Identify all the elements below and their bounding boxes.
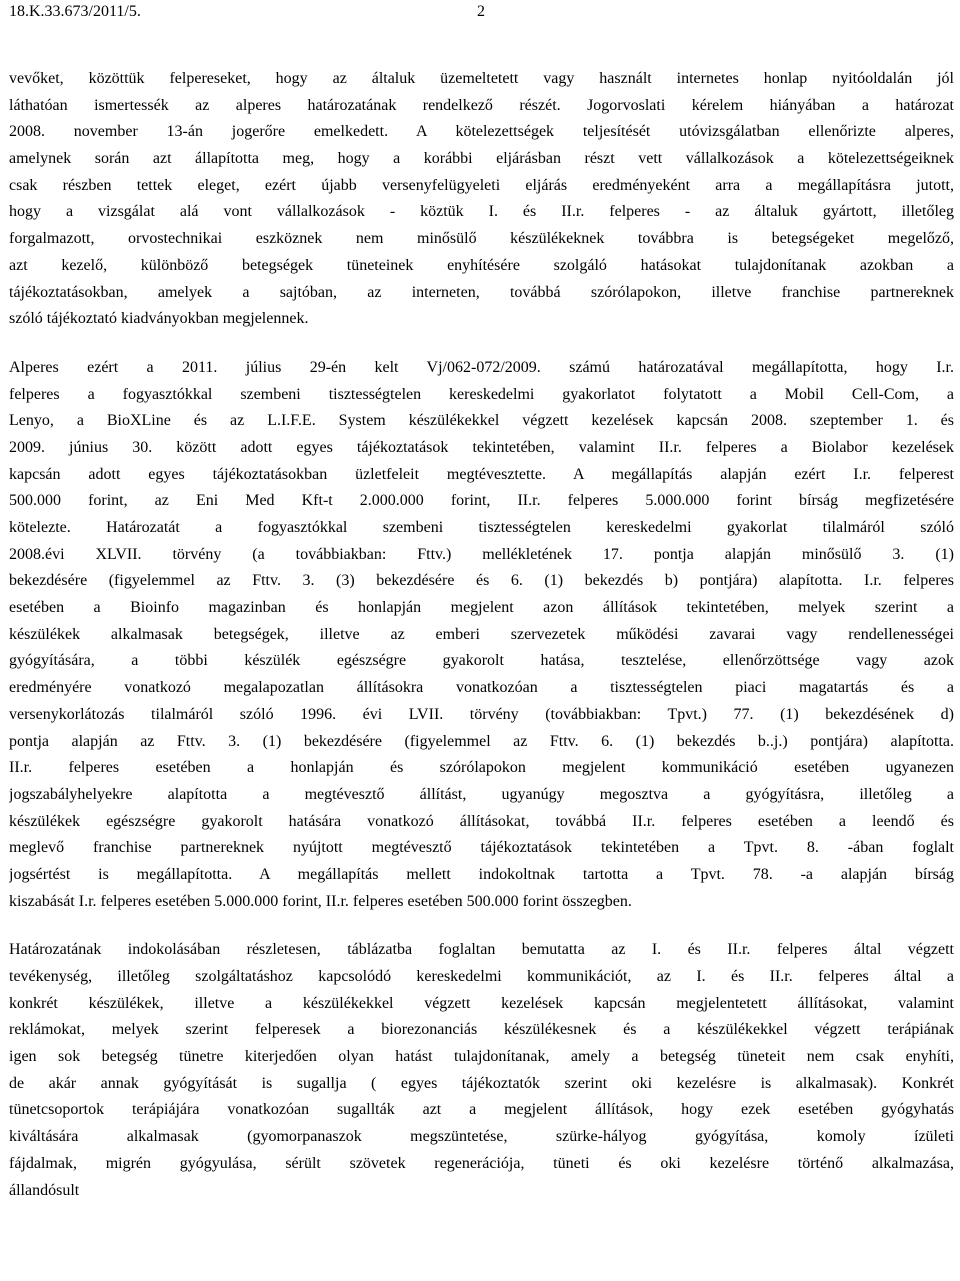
paragraph bbox=[9, 937, 954, 1204]
text-line: reklámokat, melyek szerint felperesek a biorezonanciás készülékesnek és a készülékekkel végzett terápiának bbox=[9, 1021, 954, 1039]
text-line: szóló tájékoztató kiadványokban megjelennek. bbox=[9, 310, 309, 328]
text-line: Határozatának indokolásában részletesen, táblázatba foglaltan bemutatta az I. és II.r. felperes által végzett bbox=[9, 941, 954, 959]
text-line: állandósult bbox=[9, 1181, 80, 1199]
paragraph bbox=[9, 66, 954, 333]
text-line: azt kezelő, különböző betegségek tüneteinek enyhítésére szolgáló hatásokat tulajdonítanak azokban a bbox=[9, 256, 954, 274]
case-number: 18.K.33.673/2011/5. bbox=[9, 3, 141, 20]
text-line: meglevő franchise partnereknek nyújtott megtévesztő tájékoztatások tekintetében a Tpvt. 8. -ában foglalt bbox=[9, 839, 954, 857]
text-line: láthatóan ismertessék az alperes határozatának rendelkező részét. Jogorvoslati kérelem hiányában a határozat bbox=[9, 96, 954, 114]
text-line: hogy a vizsgálat alá vont vállalkozások - köztük I. és II.r. felperes - az általuk gyártott, illetőleg bbox=[9, 203, 954, 221]
text-line: tájékoztatásokban, amelyek a sajtóban, az interneten, továbbá szórólapokon, illetve franchise partnereknek bbox=[9, 283, 954, 301]
page-number: 2 bbox=[477, 3, 485, 20]
text-line: Lenyo, a BioXLine és az L.I.F.E. System készülékekkel végzett kezelések kapcsán 2008. szeptember 1. és bbox=[9, 412, 954, 430]
text-line: esetében a Bioinfo magazinban és honlapján megjelent azon állítások tekintetében, melyek szerint a bbox=[9, 599, 954, 617]
text-line: csak részben tettek eleget, ezért újabb versenyfelügyeleti eljárás eredményeként arra a megállapításra jutott, bbox=[9, 176, 954, 194]
text-line: konkrét készülékek, illetve a készülékekkel végzett kezelések kapcsán megjelentetett állításokat, valamint bbox=[9, 994, 954, 1012]
text-line: kapcsán adott egyes tájékoztatásokban üzletfeleit megtévesztette. A megállapítás alapján ezért I.r. felperest bbox=[9, 465, 954, 483]
text-line: de akár annak gyógyítását is sugallja ( egyes tájékoztatók szerint oki kezelésre is alkalmasak). Konkrét bbox=[9, 1074, 954, 1092]
text-line: Alperes ezért a 2011. július 29-én kelt Vj/062-072/2009. számú határozatával megállapította, hogy I.r. bbox=[9, 358, 954, 376]
text-line: kötelezte. Határozatát a fogyasztókkal szembeni tisztességtelen kereskedelmi gyakorlat tilalmáról szóló bbox=[9, 519, 954, 536]
text-line: felperes a fogyasztókkal szembeni tisztességtelen kereskedelmi gyakorlatot folytatott a Mobil Cell-Com, a bbox=[9, 385, 954, 403]
text-line: készülékek egészségre gyakorolt hatására vonatkozó állításokat, továbbá II.r. felperes esetében a leendő és bbox=[9, 812, 954, 830]
text-line: bekezdésére (figyelemmel az Fttv. 3. (3) bekezdésére és 6. (1) bekezdés b) pontjára) alapította. I.r. felperes bbox=[9, 572, 954, 590]
page-header bbox=[9, 3, 936, 29]
text-line: tünetcsoportok terápiájára vonatkozóan sugallták azt a megjelent állítások, hogy ezek esetében gyógyhatás bbox=[9, 1101, 954, 1119]
text-line: készülékek alkalmasak betegségek, illetve az emberi szervezetek működési zavarai vagy rendellenességei bbox=[9, 625, 954, 643]
paragraph-spacer bbox=[9, 333, 954, 355]
text-line: fájdalmak, migrén gyógyulása, sérült szövetek regenerációja, tüneti és oki kezelésre történő alkalmazása, bbox=[9, 1154, 954, 1172]
text-line: igen sok betegség tünetre kiterjedően olyan hatást tulajdonítanak, amely a betegség tüneteit nem csak enyhíti, bbox=[9, 1048, 954, 1066]
text-line: 2009. június 30. között adott egyes tájékoztatások tekintetében, valamint II.r. felperes a Biolabor kezelések bbox=[9, 438, 954, 456]
text-line: 2008.évi XLVII. törvény (a továbbiakban: Fttv.) mellékletének 17. pontja alapján minősülő 3. (1) bbox=[9, 545, 954, 563]
text-line: II.r. felperes esetében a honlapján és szórólapokon megjelent kommunikáció esetében ugyanezen bbox=[9, 759, 954, 777]
paragraph bbox=[9, 355, 954, 915]
text-line: amelynek során azt állapította meg, hogy a korábbi eljárásban részt vett vállalkozások a kötelezettségeiknek bbox=[9, 150, 954, 168]
text-line: forgalmazott, orvostechnikai eszköznek nem minősülő készülékeknek továbbra is betegségeket megelőző, bbox=[9, 230, 954, 248]
paragraph-spacer bbox=[9, 915, 954, 937]
text-line: eredményére vonatkozó megalapozatlan állításokra vonatkozóan a tisztességtelen piaci magatartás és a bbox=[9, 679, 954, 697]
text-line: kiváltására alkalmasak (gyomorpanaszok megszüntetése, szürke-hályog gyógyítása, komoly ízületi bbox=[9, 1128, 954, 1146]
text-line: versenykorlátozás tilalmáról szóló 1996. évi LVII. törvény (továbbiakban: Tpvt.) 77. (1) bekezdésének d) bbox=[9, 705, 954, 723]
text-line: 2008. november 13-án jogerőre emelkedett. A kötelezettségek teljesítését utóvizsgálatban ellenőrizte alperes, bbox=[9, 123, 954, 141]
text-line: tevékenység, illetőleg szolgáltatáshoz kapcsolódó kereskedelmi kommunikációt, az I. és II.r. felperes által a bbox=[9, 968, 954, 985]
text-line: vevőket, közöttük felpereseket, hogy az általuk üzemeltetett vagy használt internetes honlap nyitóoldalán jól bbox=[9, 70, 954, 87]
paragraph-list bbox=[9, 66, 954, 1204]
text-line: jogszabályhelyekre alapította a megtévesztő állítást, ugyanúgy megosztva a gyógyításra, illetőleg a bbox=[9, 785, 954, 803]
text-line: pontja alapján az Fttv. 3. (1) bekezdésére (figyelemmel az Fttv. 6. (1) bekezdés b..j.) pontjára) alapította. bbox=[9, 732, 954, 750]
document-body bbox=[9, 66, 954, 1204]
text-line: jogsértést is megállapította. A megállapítás mellett indokoltnak tartotta a Tpvt. 78. -a alapján bírság bbox=[9, 865, 954, 883]
text-line: gyógyítására, a többi készülék egészségre gyakorolt hatása, tesztelése, ellenőrzöttsége vagy azok bbox=[9, 652, 954, 670]
text-line: 500.000 forint, az Eni Med Kft-t 2.000.000 forint, II.r. felperes 5.000.000 forint bírság megfizetésére bbox=[9, 492, 954, 510]
text-line: kiszabását I.r. felperes esetében 5.000.000 forint, II.r. felperes esetében 500.000 forint összegben. bbox=[9, 892, 632, 910]
